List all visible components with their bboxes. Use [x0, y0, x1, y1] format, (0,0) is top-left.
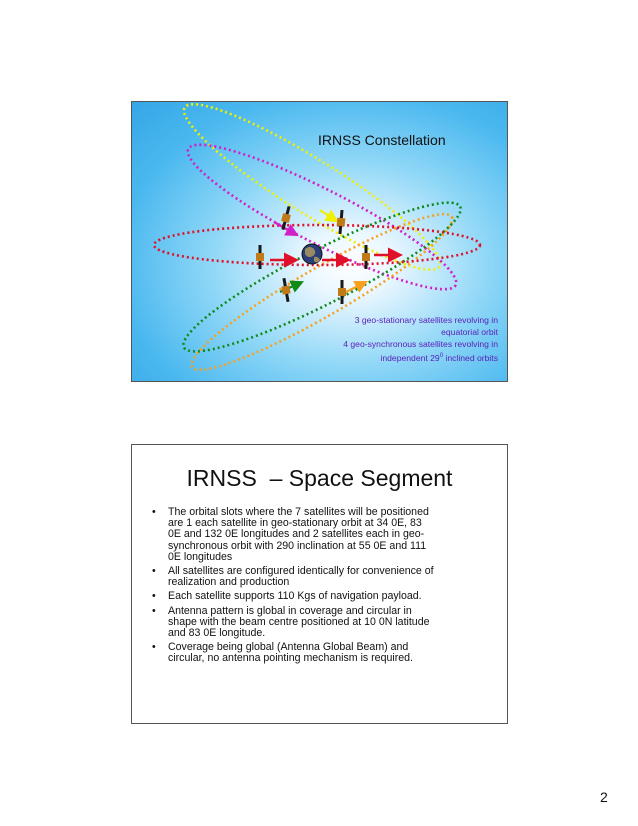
bullet-list — [146, 507, 496, 668]
bullet-line: and 83 0E longitude. — [168, 627, 266, 640]
constellation-caption — [288, 314, 498, 364]
page-number: 2 — [600, 789, 608, 805]
bullet-line: synchronous orbit with 290 inclination at 55 0E and 111 — [168, 539, 427, 552]
slide-title: IRNSS – Space Segment — [186, 465, 453, 491]
caption-line: 4 geo-synchronous satellites revolving in — [343, 339, 498, 349]
satellite-icon — [336, 210, 346, 235]
bullet-line: All satellites are configured identically for convenience of — [168, 565, 434, 578]
bullet-line: 0E and 132 0E longitudes and 2 satellites each in geo- — [168, 528, 425, 541]
bullet-line: circular, no antenna pointing mechanism is required. — [168, 652, 413, 665]
caption-line: equatorial orbit — [441, 327, 498, 337]
slide-space-segment — [131, 444, 508, 724]
bullet-line: 0E longitudes — [168, 550, 233, 563]
caption-line — [288, 350, 498, 364]
bullet-line: shape with the beam centre positioned at 10 0N latitude — [168, 615, 430, 628]
bullet-line: The orbital slots where the 7 satellites will be positioned — [168, 506, 429, 518]
slide-irnss-constellation — [131, 101, 508, 382]
caption-text: independent 29 — [380, 352, 440, 363]
bullet-icon: • — [152, 506, 156, 518]
orbit-magenta — [176, 125, 468, 309]
bullet-line: are 1 each satellite in geo-stationary orbit at 34 0E, 83 — [168, 517, 422, 530]
bullet-icon: • — [152, 604, 156, 617]
earth-icon — [302, 244, 322, 264]
list-item — [146, 642, 496, 664]
bullet-line: Antenna pattern is global in coverage and circular in — [168, 604, 412, 617]
bullet-line: realization and production — [168, 576, 290, 589]
bullet-line: Each satellite supports 110 Kgs of navigation payload. — [168, 590, 422, 603]
list-item — [146, 591, 496, 602]
degree-superscript: 0 — [439, 353, 444, 359]
caption-text: inclined orbits — [443, 352, 498, 363]
satellite-icon — [338, 280, 346, 304]
list-item — [146, 606, 496, 640]
bullet-icon: • — [152, 590, 156, 603]
list-item — [146, 507, 496, 563]
satellite-icon — [256, 245, 264, 269]
bullet-icon: • — [152, 565, 156, 578]
slide-title: IRNSS Constellation — [318, 132, 446, 148]
bullet-line: Coverage being global (Antenna Global Beam) and — [168, 641, 409, 654]
list-item — [146, 566, 496, 588]
direction-arrow-yellow — [320, 210, 335, 220]
bullet-icon: • — [152, 641, 156, 654]
caption-line: 3 geo-stationary satellites revolving in — [354, 315, 498, 325]
